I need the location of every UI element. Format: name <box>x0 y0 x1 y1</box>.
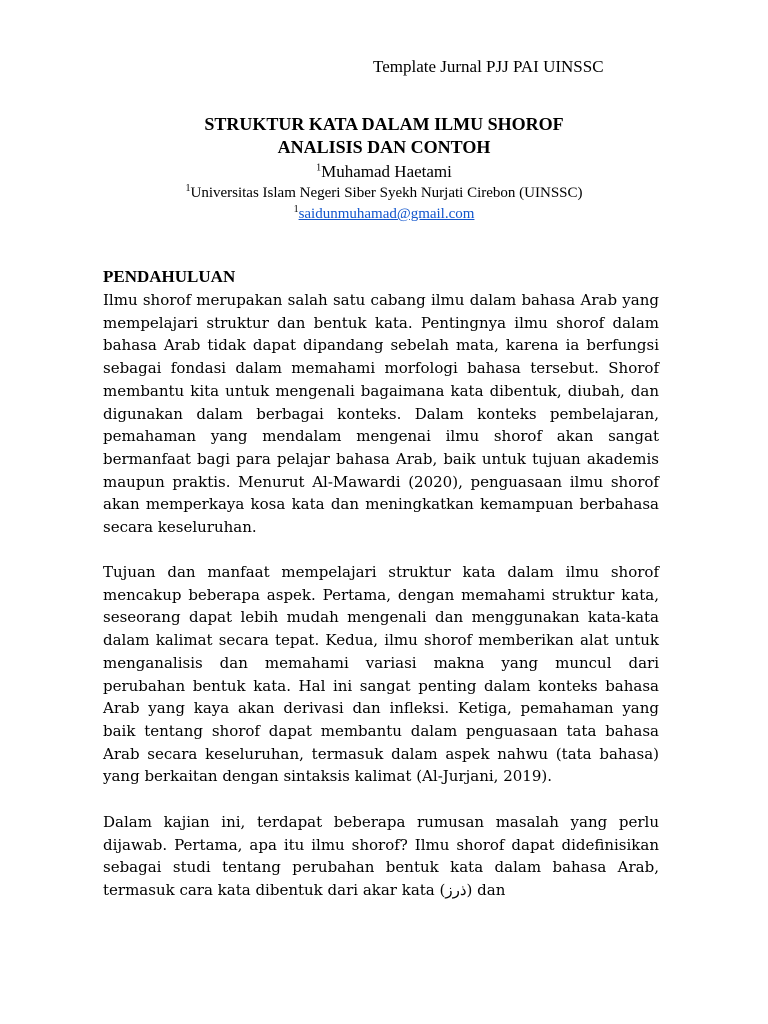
body-paragraph-1: Ilmu shorof merupakan salah satu cabang ilmu dalam bahasa Arab yang mempelajari struktur dan bentuk kata. Pentingnya ilmu shorof dalam bahasa Arab tidak dapat dipandang sebelah mata, karena ia berfungsi sebagai fondasi dalam memahami morfologi bahasa tersebut. Shorof membantu kita untuk mengenali bagaimana kata dibentuk, diubah, dan digunakan dalam berbagai konteks. Dalam konteks pembelajaran, pemahaman yang mendalam mengenai ilmu shorof akan sangat bermanfaat bagi para pelajar bahasa Arab, baik untuk tujuan akademis maupun praktis. Menurut Al-Mawardi (2020), penguasaan ilmu shorof akan memperkaya kosa kata dan meningkatkan kemampuan berbahasa secara keseluruhan. <box>103 291 659 537</box>
author-marker: 1 <box>316 162 322 174</box>
paper-title-line-2: ANALISIS DAN CONTOH <box>277 137 491 157</box>
section-heading: PENDAHULUAN <box>103 267 236 286</box>
paper-title-line-1: STRUKTUR KATA DALAM ILMU SHOROF <box>204 114 564 134</box>
journal-template-header: Template Jurnal PJJ PAI UINSSC <box>373 57 604 76</box>
paper-title <box>103 113 665 159</box>
email-line <box>103 204 665 224</box>
affiliation-text: Universitas Islam Negeri Siber Syekh Nurjati Cirebon (UINSSC) <box>190 185 583 201</box>
email-link[interactable]: saidunmuhamad@gmail.com <box>298 206 475 222</box>
body-paragraph-2: Tujuan dan manfaat mempelajari struktur kata dalam ilmu shorof mencakup beberapa aspek. Pertama, dengan memahami struktur kata, seseorang dapat lebih mudah mengenali dan menggunakan kata-kata dalam kalimat secara tepat. Kedua, ilmu shorof memberikan alat untuk menganalisis dan memahami variasi makna yang muncul dari perubahan bentuk kata. Hal ini sangat penting dalam konteks bahasa Arab yang kaya akan derivasi dan infleksi. Ketiga, pemahaman yang baik tentang shorof dapat membantu dalam penguasaan tata bahasa Arab secara keseluruhan, termasuk dalam aspek nahwu (tata bahasa) yang berkaitan dengan sintaksis kalimat (Al-Jurjani, 2019). <box>103 563 659 786</box>
author-name: Muhamad Haetami <box>321 162 452 181</box>
affiliation-line <box>103 183 665 203</box>
author-line <box>103 162 665 182</box>
body-paragraph-3: Dalam kajian ini, terdapat beberapa rumusan masalah yang perlu dijawab. Pertama, apa itu ilmu shorof? Ilmu shorof dapat didefinisikan sebagai studi tentang perubahan bentuk kata dalam bahasa Arab, termasuk cara kata dibentuk dari akar kata (ذرز) dan <box>103 813 659 900</box>
affiliation-marker: 1 <box>185 183 191 194</box>
email-marker: 1 <box>293 204 299 215</box>
